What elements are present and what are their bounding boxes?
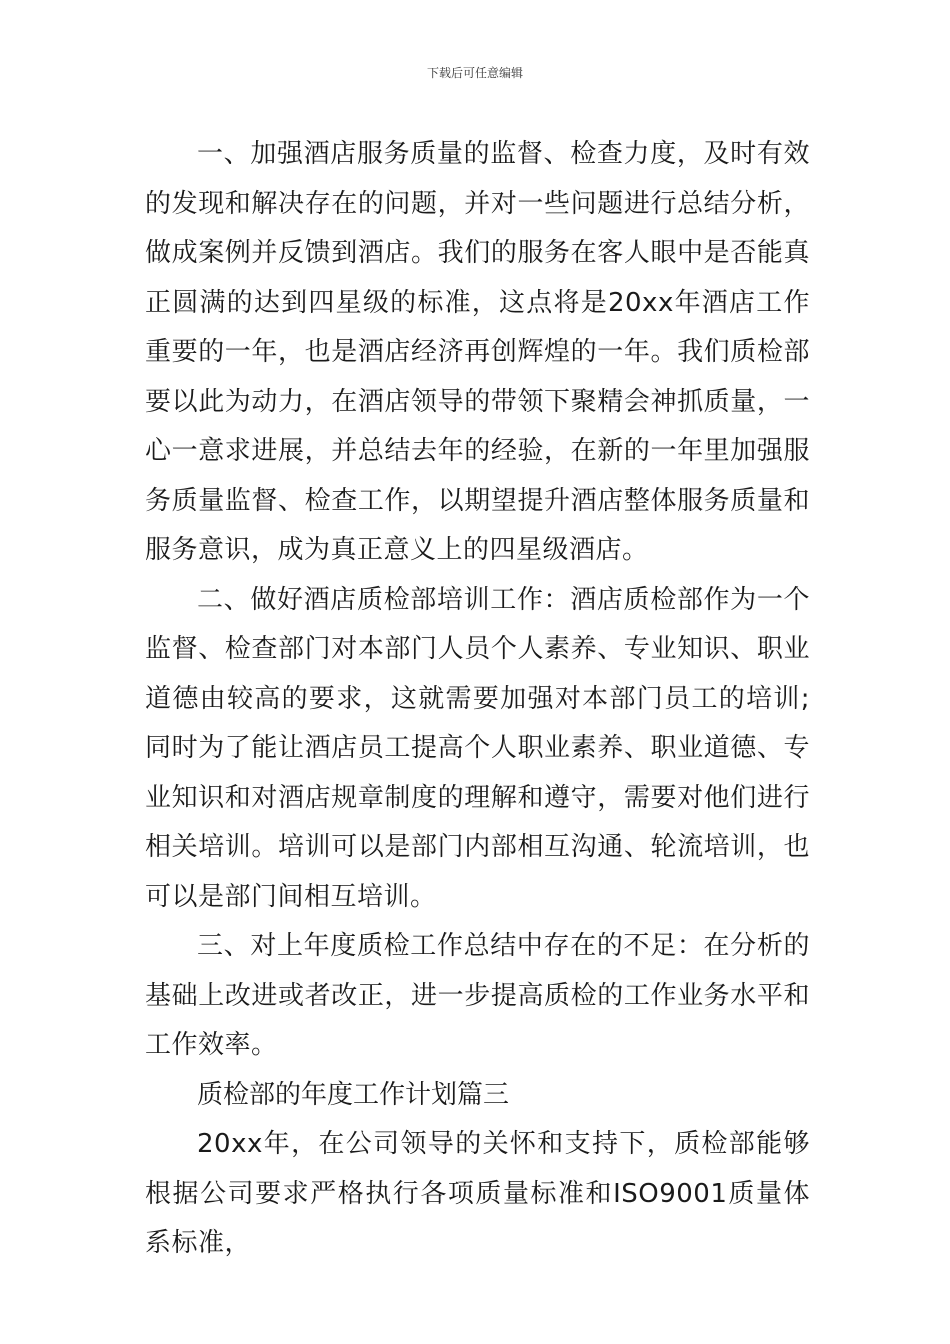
paragraph-section-two: 二、做好酒店质检部培训工作：酒店质检部作为一个监督、检查部门对本部门人员个人素养、专业知识、职业道德由较高的要求，这就需要加强对本部门员工的培训;同时为了能让酒店员工提高个人职业素养、职业道德、专业知识和对酒店规章制度的理解和遵守，需要对他们进行相关培训。培训可以是部门内部相互沟通、轮流培训，也可以是部门间相互培训。 [145,584,810,912]
paragraph-intro: 20xx年，在公司领导的关怀和支持下，质检部能够根据公司要求严格执行各项质量标准和ISO9001质量体系标准， [145,1129,810,1258]
page-header: 下载后可任意编辑 [426,66,523,80]
document-body [145,130,810,1269]
section-heading: 质检部的年度工作计划篇三 [197,1079,510,1110]
paragraph-section-one: 一、加强酒店服务质量的监督、检查力度，及时有效的发现和解决存在的问题，并对一些问题进行总结分析，做成案例并反馈到酒店。我们的服务在客人眼中是否能真正圆满的达到四星级的标准，这点将是20xx年酒店工作重要的一年，也是酒店经济再创辉煌的一年。我们质检部要以此为动力，在酒店领导的带领下聚精会神抓质量，一心一意求进展，并总结去年的经验，在新的一年里加强服务质量监督、检查工作，以期望提升酒店整体服务质量和服务意识，成为真正意义上的四星级酒店。 [145,139,810,565]
paragraph-section-three: 三、对上年度质检工作总结中存在的不足：在分析的基础上改进或者改正，进一步提高质检的工作业务水平和工作效率。 [145,931,810,1060]
